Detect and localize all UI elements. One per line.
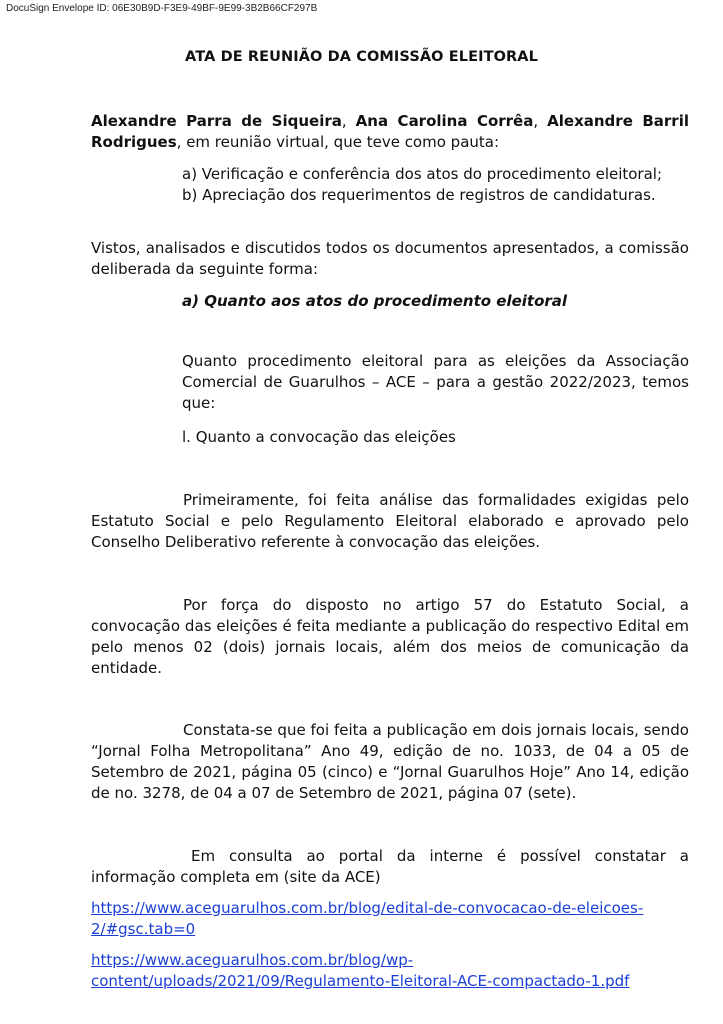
regulamento-link-line2[interactable]: content/uploads/2021/09/Regulamento-Eleitoral-ACE-compactado-1.pdf <box>91 972 630 990</box>
section-a-heading: a) Quanto aos atos do procedimento eleitoral <box>182 292 568 310</box>
consulta-paragraph: Em consulta ao portal da interne é possível constatar a informação completa em (site da ACE) <box>91 847 689 886</box>
primeiramente-paragraph: Primeiramente, foi feita análise das formalidades exigidas pelo Estatuto Social e pelo Regulamento Eleitoral elaborado e aprovado pelo Conselho Deliberativo referente à convocação das eleições. <box>91 491 689 551</box>
agenda-item: a) Verificação e conferência dos atos do procedimento eleitoral; <box>182 165 663 183</box>
participant-name-1: Alexandre Parra de Siqueira <box>91 112 342 130</box>
vistos-paragraph: Vistos, analisados e discutidos todos os documentos apresentados, a comissão deliberada da seguinte forma: <box>91 239 689 278</box>
separator-1: , <box>341 112 356 130</box>
item-l-heading: l. Quanto a convocação das eleições <box>182 428 456 446</box>
regulamento-link-line1[interactable]: https://www.aceguarulhos.com.br/blog/wp- <box>91 951 414 969</box>
edital-link-line2[interactable]: 2/#gsc.tab=0 <box>91 920 196 938</box>
docusign-envelope-id: DocuSign Envelope ID: 06E30B9D-F3E9-49BF-9E99-3B2B66CF297B <box>6 3 318 14</box>
edital-link-block <box>91 898 711 940</box>
edital-link-line1[interactable]: https://www.aceguarulhos.com.br/blog/edital-de-convocacao-de-eleicoes- <box>91 899 644 917</box>
intro-paragraph <box>91 111 689 153</box>
por-forca-paragraph: Por força do disposto no artigo 57 do Estatuto Social, a convocação das eleições é feita mediante a publicação do respectivo Edital em pelo menos 02 (dois) jornais locais, além dos meios de comunicação da entidade. <box>91 596 689 677</box>
participant-name-3: Alexandre Barril Rodrigues <box>91 112 689 151</box>
procedimento-paragraph: Quanto procedimento eleitoral para as eleições da Associação Comercial de Guarulhos – ACE – para a gestão 2022/2023, temos que: <box>182 352 689 412</box>
participant-name-2: Ana Carolina Corrêa <box>355 112 534 130</box>
separator-2: , <box>533 112 548 130</box>
intro-rest: , em reunião virtual, que teve como pauta: <box>176 133 500 151</box>
agenda-list <box>182 164 702 206</box>
constata-paragraph: Constata-se que foi feita a publicação em dois jornais locais, sendo “Jornal Folha Metropolitana” Ano 49, edição de no. 1033, de 04 a 05 de Setembro de 2021, página 05 (cinco) e “Jornal Guarulhos Hoje” Ano 14, edição de no. 3278, de 04 a 07 de Setembro de 2021, página 07 (sete). <box>91 721 689 802</box>
document-title: ATA DE REUNIÃO DA COMISSÃO ELEITORAL <box>185 49 538 65</box>
agenda-item: b) Apreciação dos requerimentos de registros de candidaturas. <box>182 186 656 204</box>
regulamento-link-block <box>91 950 711 992</box>
